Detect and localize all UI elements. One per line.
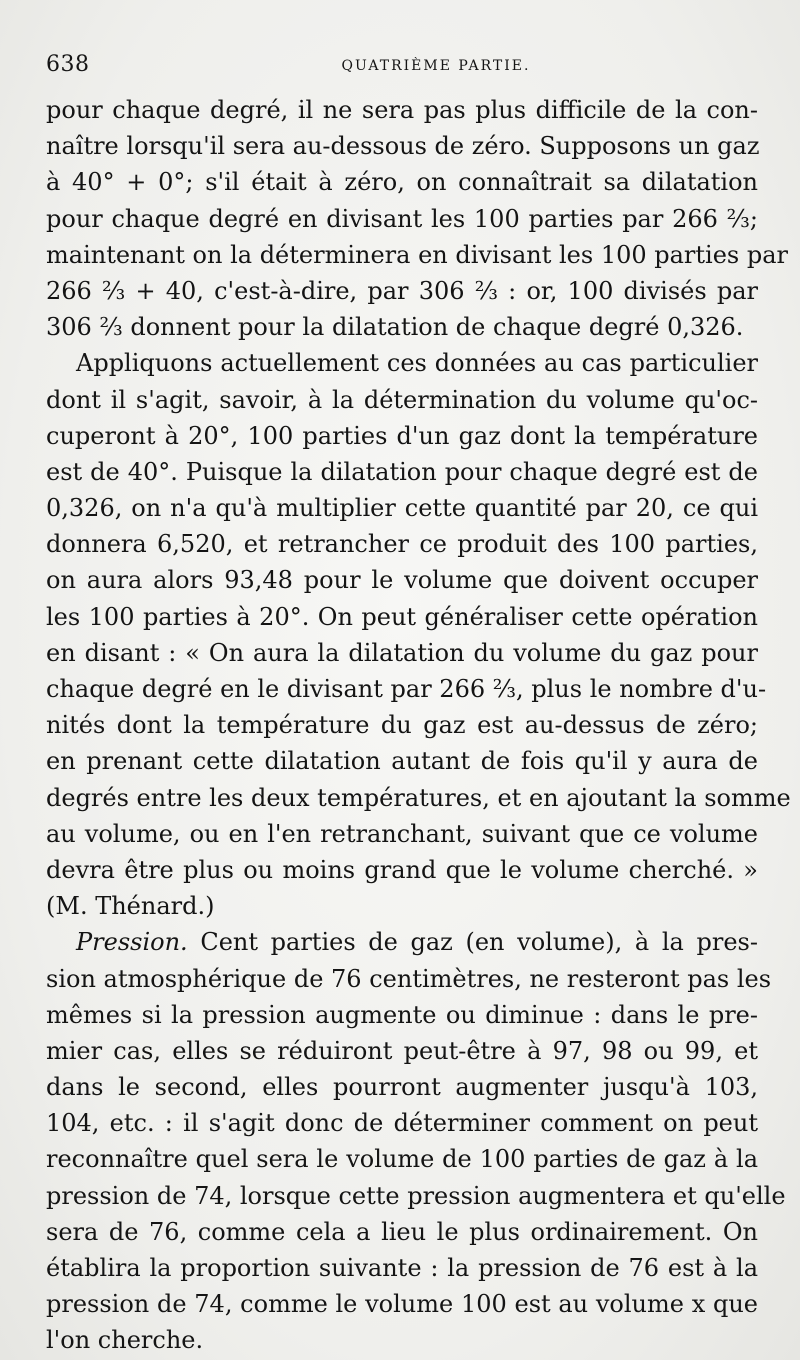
text-line: 0,326, on n'a qu'à multiplier cette quantité par 20, ce qui [46, 494, 758, 523]
text-line: dans le second, elles pourront augmenter jusqu'à 103, [46, 1073, 758, 1102]
text-line: pression de 74, lorsque cette pression augmentera et qu'elle [46, 1181, 786, 1210]
text-line: naître lorsqu'il sera au-dessous de zéro. Supposons un gaz [46, 132, 760, 161]
text-line: devra être plus ou moins grand que le volume cherché. » [46, 855, 758, 884]
text-line-pression [46, 924, 758, 960]
running-head: QUATRIÈME PARTIE. [341, 58, 531, 74]
text-line: mier cas, elles se réduiront peut-être à 97, 98 ou 99, et [46, 1036, 758, 1065]
text-line: est de 40°. Puisque la dilatation pour chaque degré est de [46, 457, 758, 486]
text-line: sion atmosphérique de 76 centimètres, ne resteront pas les [46, 964, 772, 993]
text-line: pour chaque degré en divisant les 100 parties par 266 ⅔; [46, 204, 758, 233]
text-line: pour chaque degré, il ne sera pas plus difficile de la con- [46, 96, 758, 124]
page-header [46, 52, 746, 82]
page-number: 638 [46, 52, 90, 77]
text-line: cuperont à 20°, 100 parties d'un gaz dont la température [46, 421, 758, 450]
pression-label: Pression. [76, 928, 188, 957]
text-line: on aura alors 93,48 pour le volume que doivent occuper [46, 566, 758, 595]
body-text [46, 92, 791, 1359]
text-line: reconnaître quel sera le volume de 100 parties de gaz à la [46, 1145, 758, 1174]
text-line: pression de 74, comme le volume 100 est au volume x que [46, 1290, 758, 1319]
text-line: établira la proportion suivante : la pression de 76 est à la [46, 1254, 758, 1282]
text-line: maintenant on la déterminera en divisant les 100 parties par [46, 240, 789, 269]
text-line: l'on cherche. [46, 1326, 204, 1355]
text-line: mêmes si la pression augmente ou diminue : dans le pre- [46, 1000, 758, 1029]
text-line: chaque degré en le divisant par 266 ⅔, plus le nombre d'u- [46, 675, 767, 703]
text-line: en prenant cette dilatation autant de fois qu'il y aura de [46, 747, 758, 776]
pression-line-text: Cent parties de gaz (en volume), à la pres- [200, 928, 758, 957]
text-line: au volume, ou en l'en retranchant, suivant que ce volume [46, 819, 758, 848]
text-line: degrés entre les deux températures, et en ajoutant la somme [46, 783, 791, 812]
text-line: donnera 6,520, et retrancher ce produit des 100 parties, [46, 530, 758, 559]
text-line: dont il s'agit, savoir, à la détermination du volume qu'oc- [46, 385, 758, 414]
text-line: 266 ⅔ + 40, c'est-à-dire, par 306 ⅔ : or, 100 divisés par [46, 276, 758, 305]
text-line: sera de 76, comme cela a lieu le plus ordinairement. On [46, 1217, 758, 1246]
text-line: (M. Thénard.) [46, 892, 215, 921]
text-line: en disant : « On aura la dilatation du volume du gaz pour [46, 638, 758, 667]
text-line: à 40° + 0°; s'il était à zéro, on connaîtrait sa dilatation [46, 168, 758, 197]
text-line: Appliquons actuellement ces données au cas particulier [76, 349, 758, 378]
text-line: 306 ⅔ donnent pour la dilatation de chaque degré 0,326. [46, 313, 744, 342]
text-line: les 100 parties à 20°. On peut généraliser cette opération [46, 602, 758, 631]
text-line: nités dont la température du gaz est au-dessus de zéro; [46, 711, 758, 740]
text-line: 104, etc. : il s'agit donc de déterminer comment on peut [46, 1109, 758, 1138]
